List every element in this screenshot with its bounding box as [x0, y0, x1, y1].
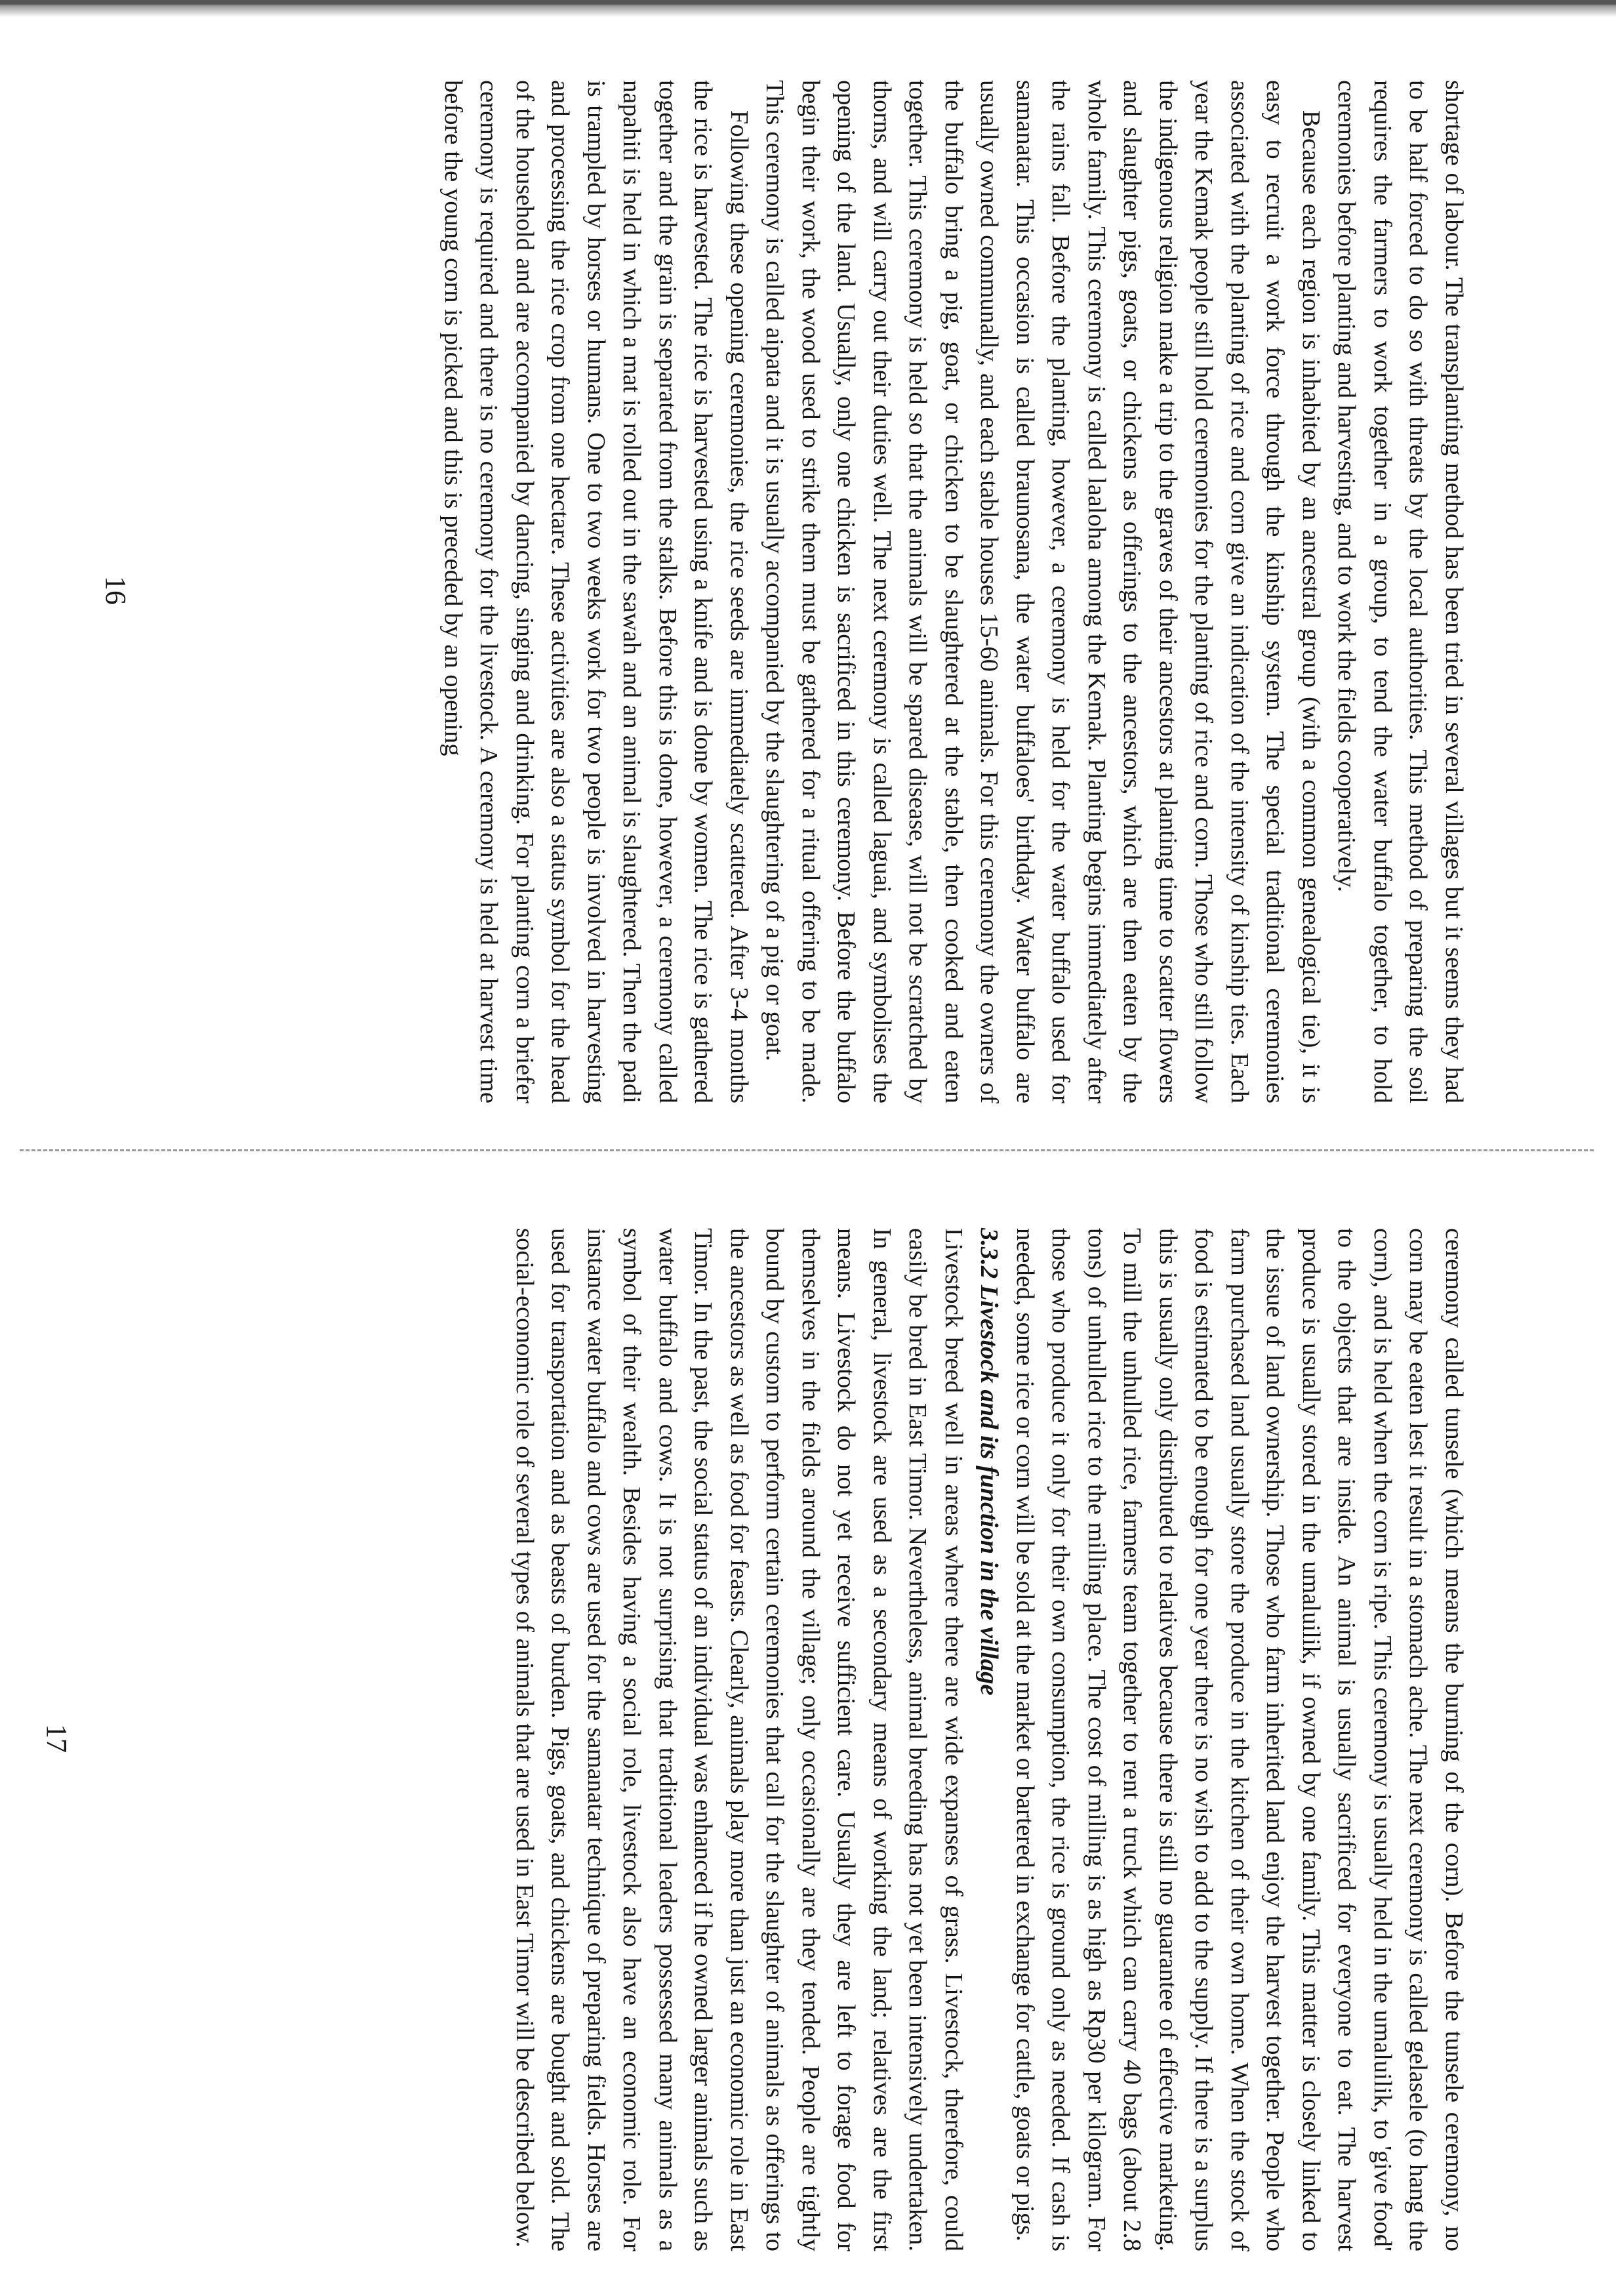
page-16-text [435, 80, 1472, 1103]
section-heading: 3.3.2 Livestock and its function in the village [975, 1228, 1003, 1696]
paragraph: Following these opening ceremonies, the rice seeds are immediately scattered. After 3-4 months the rice is harvested. The rice is harvested using a knife and is done by women. The rice is gathered together and the grain is separated from the stalks. Before this is done, however, a ceremony called napahiti is held in which a mat is rolled out in the sawah and an animal is slaughtered. Then the padi is trampled by horses or humans. One to two weeks work for two people is involved in harvesting and processing the rice crop from one hectare. These activities are also a status symbol for the head of the household and are accompanied by dancing, singing and drinking. For planting corn a briefer ceremony is required and there is no ceremony for the livestock. A ceremony is held at harvest time before the young corn is picked and this is preceded by an opening [439, 80, 753, 1103]
scan-top-edge [0, 0, 1616, 17]
page-number: 17 [41, 1724, 73, 1753]
paragraph: Because each region is inhabited by an ancestral group (with a common genealogical tie), it is easy to recruit a work force through the kinship system. The special traditional ceremonies associated with the planting of rice and corn give an indication of the intensity of kinship ties. Each year the Kemak people still hold ceremonies for the planting of rice and corn. Those who still follow the indigenous religion make a trip to the graves of their ancestors at planting time to scatter flowers and slaughter pigs, goats, or chickens as offerings to the ancestors, which are then eaten by the whole family. This ceremony is called laaloha among the Kemak. Planting begins immediately after the rains fall. Before the planting, however, a ceremony is held for the water buffalo used for samanatar. This occasion is called braunosana, the water buffaloes' birthday. Water buffalo are usually owned communally, and each stable houses 15-60 animals. For this ceremony the owners of the buffalo bring a pig, goat, or chicken to be slaughtered at the stable, then cooked and eaten together. This ceremony is held so that the animals will be spared disease, will not be scratched by thorns, and will carry out their duties well. The next ceremony is called laguai, and symbolises the opening of the land. Usually, only one chicken is sacrificed in this ceremony. Before the buffalo begin their work, the wood used to strike them must be gathered for a ritual offering to be made. This ceremony is called aipata and it is usually accompanied by the slaughtering of a pig or goat. [761, 80, 1325, 1103]
paragraph: shortage of labour. The transplanting method has been tried in several villages but it seems they had to be half forced to do so with threats by the local authorities. This method of preparing the soil requires the farmers to work together in a group, to tend the water buffalo together, to hold ceremonies before planting and harvesting, and to work the fields cooperatively. [1333, 80, 1468, 1103]
page-number: 16 [100, 576, 132, 605]
book-page-16 [17, 33, 1502, 1148]
scan-gutter-line [20, 1149, 1594, 1151]
paragraph: ceremony called tunsele (which means the burning of the corn). Before the tunsele ceremony, no corn may be eaten lest it result in a stomach ache. The next ceremony is called gelasele (to hang the corn), and is held when the corn is ripe. This ceremony is usually held in the umaluilik, to 'give food' to the objects that are inside. An animal is usually sacrificed for everyone to eat. The harvest produce is usually stored in the umaluilik, if owned by one family. This matter is closely linked to the issue of land ownership. Those who farm inherited land enjoy the harvest together. People who farm purchased land usually store the produce in the kitchen of their own home. When the stock of food is estimated to be enough for one year there is no wish to add to the supply. If there is a surplus this is usually only distributed to relatives because there is still no guarantee of effective marketing. To mill the unhulled rice, farmers team together to rent a truck which can carry 40 bags (about 2.8 tons) of unhulled rice to the milling place. The cost of milling is as high as Rp30 per kilogram. For those who produce it only for their own consumption, the rice is ground only as needed. If cash is needed, some rice or corn will be sold at the market or bartered in exchange for cattle, goats or pigs. [1011, 1228, 1468, 2251]
page-17-text [507, 1228, 1472, 2251]
paragraph: Livestock breed well in areas where there are wide expanses of grass. Livestock, therefore, could easily be bred in East Timor. Nevertheless, animal breeding has not yet been intensively undertaken. In general, livestock are used as a secondary means of working the land; relatives are the first means. Livestock do not yet receive sufficient care. Usually they are left to forage food for themselves in the fields around the village; only occasionally are they tended. People are tightly bound by custom to perform certain ceremonies that call for the slaughter of animals as offerings to the ancestors as well as food for feasts. Clearly, animals play more than just an economic role in East Timor. In the past, the social status of an individual was enhanced if he owned larger animals such as water buffalo and cows. It is not surprising that traditional leaders possessed many animals as a symbol of their wealth. Besides having a social role, livestock also have an economic role. For instance water buffalo and cows are used for the samanatar technique of preparing fields. Horses are used for transportation and as beasts of burden. Pigs, goats, and chickens are bought and sold. The social-economic role of several types of animals that are used in East Timor will be described below. [511, 1228, 967, 2251]
book-page-17 [17, 1181, 1502, 2296]
